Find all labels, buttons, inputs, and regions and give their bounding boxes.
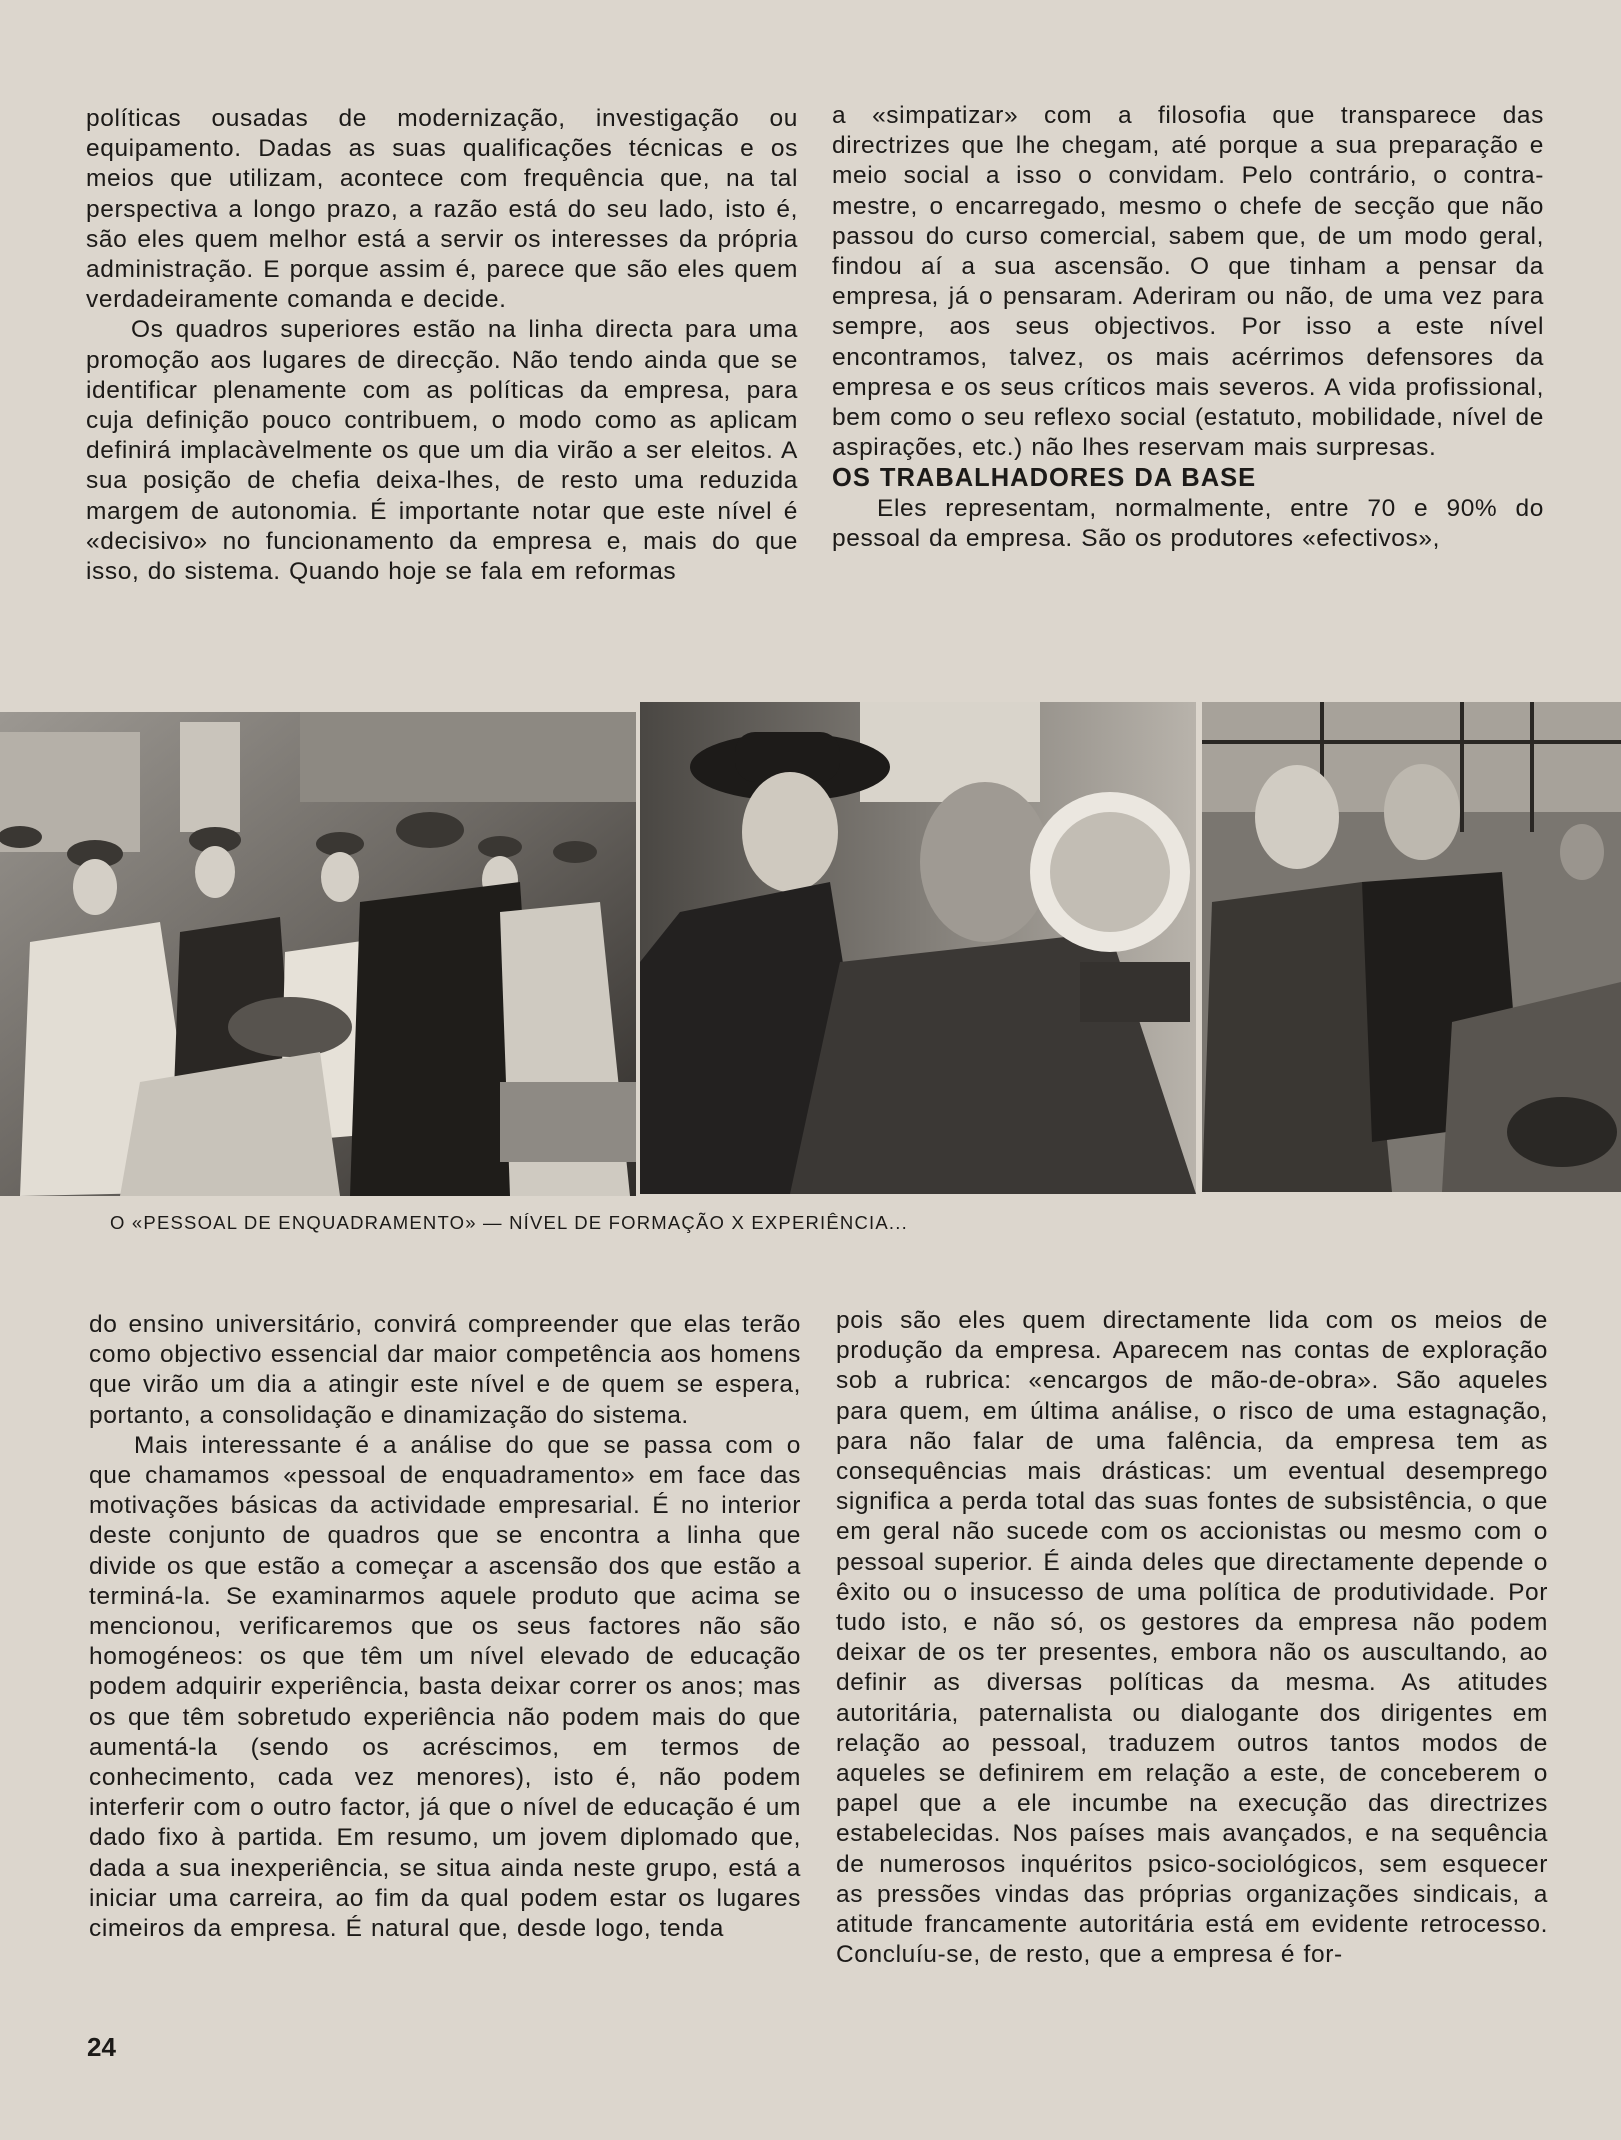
- text-column-bottom-left: [89, 1310, 801, 1944]
- text-column-bottom-right: [836, 1306, 1548, 1970]
- photo-men-at-machine: [640, 702, 1196, 1194]
- paragraph: Eles representam, normalmente, entre 70 e 90% do pessoal da empresa. São os produtores «efectivos»,: [832, 494, 1544, 552]
- photo-workshop-workers: [1202, 702, 1621, 1192]
- paragraph: a «simpatizar» com a filosofia que transparece das directrizes que lhe chegam, até porque a sua preparação e meio social a isso o convidam. Pelo contrário, o contra-mestre, o encarregado, mesmo o chefe de secção que não passou do curso comercial, sabem que, de um modo geral, findou aí a sua ascensão. O que tinham a pensar da empresa, já o pensaram. Aderiram ou não, de uma vez para sempre, aos seus objectivos. Por isso a este nível encontramos, talvez, os mais acérrimos defensores da empresa e os seus críticos mais severos. A vida profissional, bem como o seu reflexo social (estatuto, mobilidade, nível de aspirações, etc.) não lhes reservam mais surpresas.: [832, 102, 1544, 462]
- section-heading: OS TRABALHADORES DA BASE: [832, 464, 1257, 493]
- paragraph: políticas ousadas de modernização, investigação ou equipamento. Dadas as suas qualificações técnicas e os meios que utilizam, acontece com frequência que, na tal perspectiva a longo prazo, a razão está do seu lado, isto é, são eles quem melhor está a servir os interesses da própria administração. E porque assim é, parece que são eles quem verdadeiramente comanda e decide.: [86, 105, 798, 314]
- page-number: 24: [87, 2032, 116, 2062]
- text-column-top-left: [86, 104, 798, 587]
- photo-group-hard-hats: [0, 712, 636, 1196]
- paragraph: pois são eles quem directamente lida com os meios de produção da empresa. Aparecem nas contas de exploração sob a rubrica: «encargos de mão-de-obra». São aqueles para quem, em última análise, o risco de uma estagnação, para não falar de uma falência, da empresa tem as consequências mais drásticas: um eventual desemprego significa a perda total das suas fontes de subsistência, o que em geral não sucede com os accionistas ou mesmo com o pessoal superior. É ainda deles que directamente depende o êxito ou o insucesso de uma política de produtividade. Por tudo isto, e não só, os gestores da empresa não podem deixar de os ter presentes, embora não os auscultando, ao definir as diversas políticas da mesma. As atitudes autoritária, paternalista ou dialogante dos dirigentes em relação ao pessoal, traduzem outros tantos modos de aqueles se definirem em relação a este, de conceberem o papel que a ele incumbe na execução das directrizes estabelecidas. Nos países mais avançados, e na sequência de numerosos inquéritos psico-sociológicos, sem esquecer as pressões vindas das próprias organizações sindicais, a atitude francamente autoritária está em evidente retrocesso. Concluíu-se, de resto, que a empresa é for-: [836, 1307, 1548, 1969]
- paragraph: do ensino universitário, convirá compreender que elas terão como objectivo essencial dar maior competência aos homens que virão um dia a atingir este nível e de quem se espera, portanto, a consolidação e dinamização do sistema.: [89, 1311, 801, 1429]
- text-column-top-right: [832, 101, 1544, 554]
- photo-caption: O «PESSOAL DE ENQUADRAMENTO» — NÍVEL DE FORMAÇÃO X EXPERIÊNCIA...: [110, 1212, 908, 1233]
- paragraph: Mais interessante é a análise do que se passa com o que chamamos «pessoal de enquadramento» em face das motivações básicas da actividade empresarial. É no interior deste conjunto de quadros que se encontra a linha que divide os que estão a começar a ascensão dos que estão a terminá-la. Se examinarmos aquele produto que acima se mencionou, verificaremos que os seus factores não são homogéneos: os que têm um nível elevado de educação podem adquirir experiência, basta deixar correr os anos; mas os que têm sobretudo experiência não podem mais do que aumentá-la (sendo os acréscimos, em termos de conhecimento, cada vez menores), isto é, não podem interferir com o outro factor, já que o nível de educação é um dado fixo à partida. Em resumo, um jovem diplomado que, dada a sua inexperiência, se situa ainda neste grupo, está a iniciar uma carreira, ao fim da qual podem estar os lugares cimeiros da empresa. É natural que, desde logo, tenda: [89, 1431, 801, 1943]
- paragraph: Os quadros superiores estão na linha directa para uma promoção aos lugares de direcção. Não tendo ainda que se identificar plenamente com as políticas da empresa, para cuja definição pouco contribuem, o modo como as aplicam definirá implacàvelmente os que um dia virão a ser eleitos. A sua posição de chefia deixa-lhes, de resto uma reduzida margem de autonomia. É importante notar que este nível é «decisivo» no funcionamento da empresa e, mais do que isso, do sistema. Quando hoje se fala em reformas: [86, 316, 798, 586]
